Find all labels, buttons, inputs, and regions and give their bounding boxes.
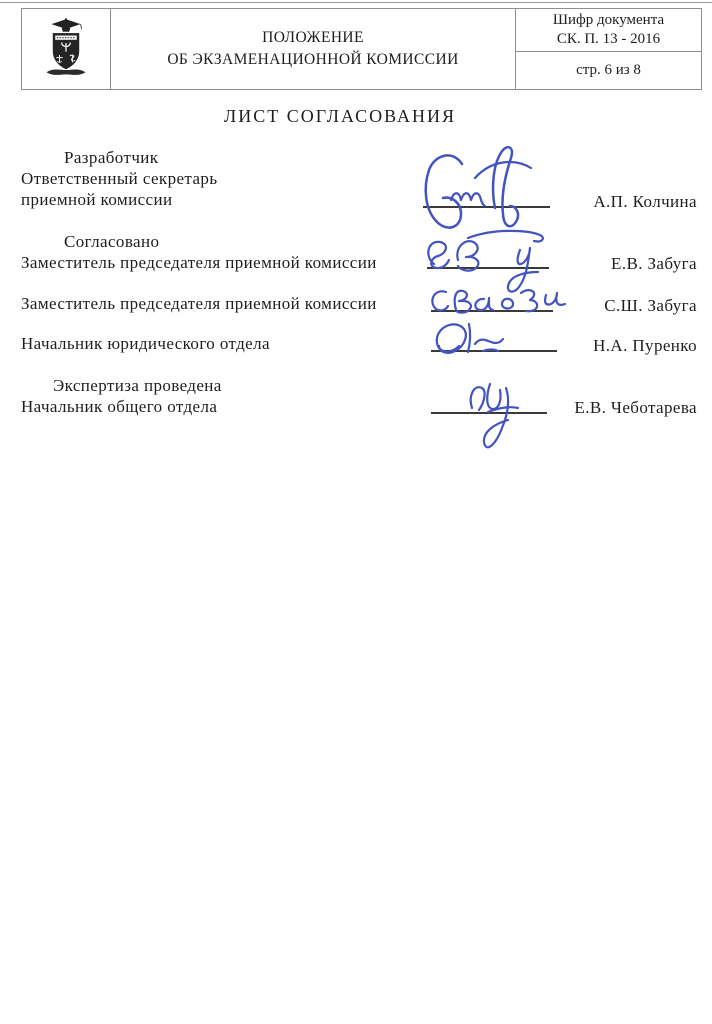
role-label: Начальник общего отдела [21, 397, 218, 416]
role-label: приемной комиссии [21, 190, 173, 209]
signee-name: Н.А. Пуренко [593, 336, 697, 355]
role-label: Заместитель председателя приемной комиссии [21, 253, 377, 272]
document-header [21, 8, 702, 90]
document-title [111, 9, 516, 89]
document-title-line1: ПОЛОЖЕНИЕ [262, 29, 364, 46]
signee-name: Е.В. Забуга [611, 254, 697, 273]
university-emblem-logo [39, 16, 93, 82]
section-label: Разработчик [64, 148, 159, 167]
document-code [516, 9, 701, 52]
document-code-cell [516, 9, 701, 89]
document-title-line2: ОБ ЭКЗАМЕНАЦИОННОЙ КОМИССИИ [167, 51, 459, 68]
logo-cell [22, 9, 111, 89]
signee-name: А.П. Колчина [593, 192, 697, 211]
role-label: Начальник юридического отдела [21, 334, 270, 353]
approval-sheet-heading: ЛИСТ СОГЛАСОВАНИЯ [224, 106, 456, 126]
signature-chebotareva [458, 376, 536, 472]
page-number: стр. 6 из 8 [576, 62, 641, 78]
signee-name: Е.В. Чеботарева [574, 398, 697, 417]
role-label: Заместитель председателя приемной комиссии [21, 294, 377, 313]
top-rule [0, 2, 712, 3]
signee-name: С.Ш. Забуга [604, 296, 697, 315]
document-code-label: Шифр документа [552, 12, 665, 28]
section-label: Согласовано [64, 232, 160, 251]
role-label: Ответственный секретарь [21, 169, 218, 188]
section-label: Экспертиза проведена [53, 376, 222, 395]
document-code-value: СК. П. 13 - 2016 [556, 31, 661, 47]
